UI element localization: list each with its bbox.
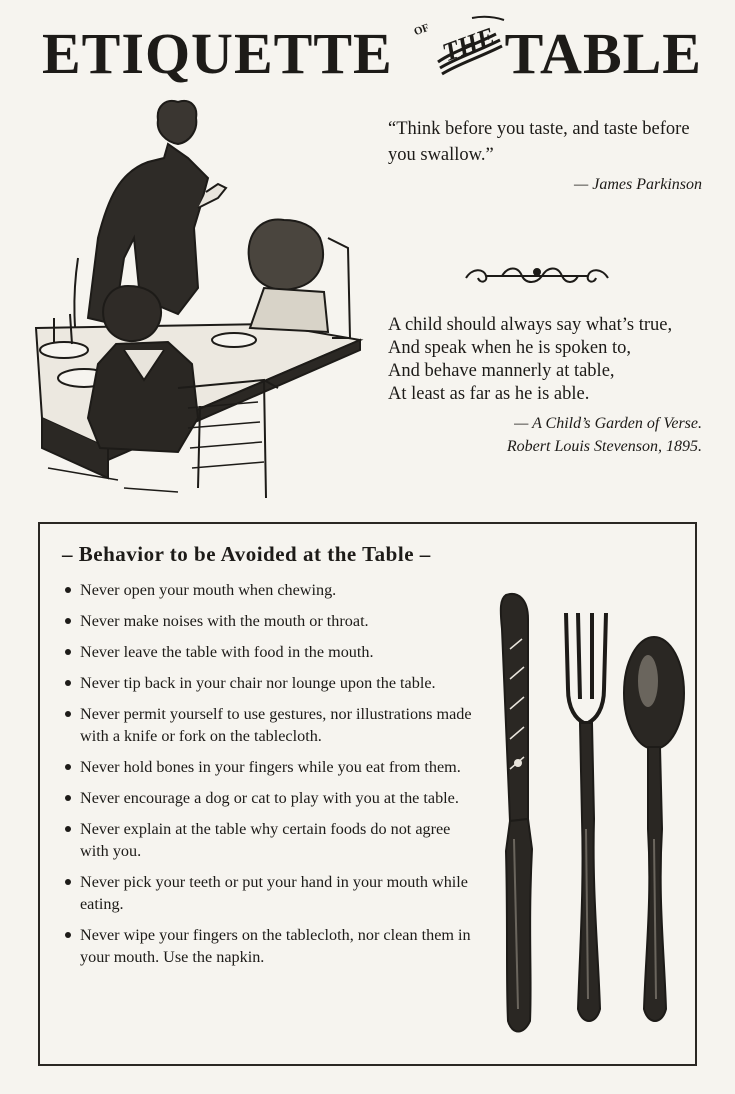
rule-item: Never make noises with the mouth or throat. [64, 610, 478, 632]
parkinson-quote [388, 116, 708, 194]
page-title [30, 8, 710, 96]
rule-item: Never hold bones in your fingers while you eat from them. [64, 756, 478, 778]
rule-item: Never encourage a dog or cat to play with you at the table. [64, 787, 478, 809]
stevenson-poem [388, 314, 710, 458]
spoon-icon [624, 637, 684, 1021]
poem-source: — A Child’s Garden of Verse. [514, 415, 702, 432]
title-word-etiquette: ETIQUETTE [42, 21, 393, 86]
title-word-table: TABLE [504, 21, 702, 86]
rule-item: Never leave the table with food in the mouth. [64, 641, 478, 663]
poem-line-4: At least as far as he is able. [388, 384, 590, 404]
box-heading: – Behavior to be Avoided at the Table – [62, 542, 431, 566]
poem-line-2: And speak when he is spoken to, [388, 338, 632, 358]
rule-item: Never tip back in your chair nor lounge upon the table. [64, 672, 478, 694]
fork-icon [566, 613, 606, 1021]
cutlery-illustration [488, 589, 688, 1049]
rule-item: Never explain at the table why certain foods do not agree with you. [64, 818, 478, 862]
title-word-the: THE [438, 21, 499, 68]
rule-item: Never wipe your fingers on the tablecloth, nor clean them in your mouth. Use the napkin. [64, 924, 478, 968]
poem-line-3: And behave mannerly at table, [388, 361, 615, 381]
rules-list [64, 579, 478, 977]
rule-item: Never open your mouth when chewing. [64, 579, 478, 601]
family-at-table-illustration [28, 88, 378, 506]
title-word-of: OF [412, 21, 431, 39]
quote-text: “Think before you taste, and taste before you swallow.” [388, 119, 690, 165]
rule-item: Never permit yourself to use gestures, nor illustrations made with a knife or fork on the tablecloth. [64, 703, 478, 747]
knife-icon [501, 594, 532, 1032]
quote-author: — James Parkinson [574, 176, 702, 193]
box-heading-text: Behavior to be Avoided at the Table [78, 542, 415, 566]
flourish-ornament-icon [462, 264, 612, 288]
rule-item: Never pick your teeth or put your hand in your mouth while eating. [64, 871, 478, 915]
poem-line-1: A child should always say what’s true, [388, 315, 673, 335]
poem-author-year: Robert Louis Stevenson, 1895. [506, 438, 702, 455]
behavior-rules-box [38, 522, 697, 1066]
